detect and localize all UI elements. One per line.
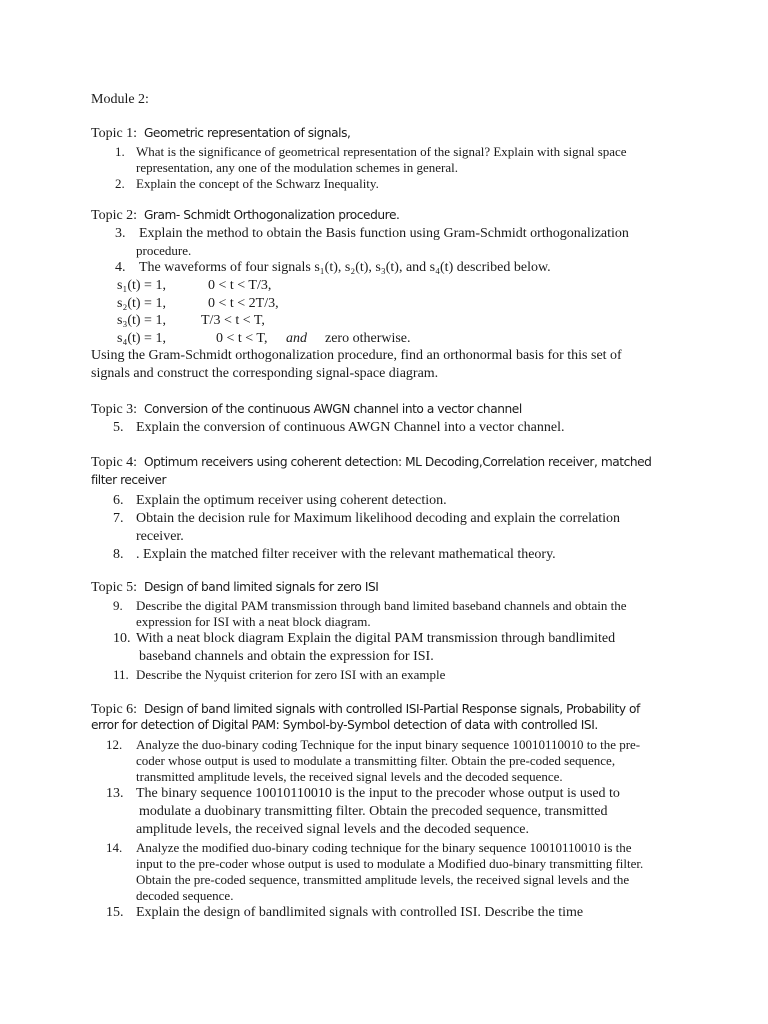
question-14-text-cont-3: decoded sequence. [136,888,234,903]
question-15-text: Explain the design of bandlimited signals with controlled ISI. Describe the time [136,905,584,920]
question-10-text-cont: baseband channels and obtain the expression for ISI. [139,649,434,664]
topic-1-title: Geometric representation of signals, [143,126,351,140]
signal-s3-interval: T/3 < t < T, [201,313,265,328]
question-6-number: 6. [113,493,124,508]
question-3-text: Explain the method to obtain the Basis function using Gram-Schmidt orthogonalization [139,226,629,241]
topic-2-title: Gram- Schmidt Orthogonalization procedure. [143,208,400,222]
topic-6-title-cont: error for detection of Digital PAM: Symbol-by-Symbol detection of data with controlled ISI. [91,718,598,732]
signal-s1-definition: s₁(t) = 1, [117,278,166,293]
question-12-number: 12. [106,737,123,752]
question-5-number: 5. [113,420,124,435]
topic-5-title: Design of band limited signals for zero ISI [143,580,379,594]
question-11-text: Describe the Nyquist criterion for zero ISI with an example [136,667,446,682]
signal-s3-definition: s₃(t) = 1, [117,313,166,328]
question-15-number: 15. [106,905,124,920]
signal-s2-interval: 0 < t < 2T/3, [208,296,279,311]
topic-1-label: Topic 1: [91,126,138,141]
question-13-text-cont-1: modulate a duobinary transmitting filter. Obtain the precoded sequence, transmitted [139,804,608,819]
question-14-text-cont-1: input to the pre-coder whose output is used to modulate a Modified duo-binary transmitting filter. [136,856,644,871]
signal-s4-otherwise: zero otherwise. [325,331,411,346]
question-4-text: The waveforms of four signals s₁(t), s₂(t), s₃(t), and s₄(t) described below. [139,260,551,275]
topic-5-heading [91,581,378,595]
question-5-text: Explain the conversion of continuous AWGN Channel into a vector channel. [136,420,565,435]
topic-3-label: Topic 3: [91,402,138,417]
topic-3-heading [91,403,522,417]
question-10-text: With a neat block diagram Explain the digital PAM transmission through bandlimited [136,631,616,646]
question-6-text: Explain the optimum receiver using coherent detection. [136,493,447,508]
question-14-number: 14. [106,840,123,855]
signal-s1-interval: 0 < t < T/3, [208,278,272,293]
signal-s2-definition: s₂(t) = 1, [117,296,166,311]
topic-2-label: Topic 2: [91,208,138,223]
question-2-text: Explain the concept of the Schwarz Inequality. [136,176,379,191]
question-3-text-cont: procedure. [136,243,192,258]
question-7-number: 7. [113,511,124,526]
question-14-text-cont-2: Obtain the pre-coded sequence, transmitted amplitude levels, the received signal levels and the [136,872,630,887]
topic-6-heading [91,703,640,717]
module-title: Module 2: [91,92,149,107]
question-8-text: . Explain the matched filter receiver with the relevant mathematical theory. [136,547,556,562]
question-7-text: Obtain the decision rule for Maximum likelihood decoding and explain the correlation [136,511,621,526]
topic-5-label: Topic 5: [91,580,138,595]
signal-s4-definition: s₄(t) = 1, [117,331,166,346]
question-9-number: 9. [113,598,123,613]
question-7-text-cont: receiver. [136,529,184,544]
question-4-number: 4. [115,260,126,275]
topic-6-title: Design of band limited signals with controlled ISI-Partial Response signals, Probability of [143,702,640,716]
question-3-number: 3. [115,226,126,241]
gram-schmidt-paragraph-cont: signals and construct the corresponding signal-space diagram. [91,366,439,381]
question-1-number: 1. [115,144,125,159]
question-1-text-cont: representation, any one of the modulation schemes in general. [136,160,459,175]
gram-schmidt-paragraph: Using the Gram-Schmidt orthogonalization procedure, find an orthonormal basis for this set of [91,348,622,363]
topic-4-label: Topic 4: [91,455,138,470]
question-13-number: 13. [106,786,124,801]
question-11-number: 11. [113,667,129,682]
question-8-number: 8. [113,547,124,562]
question-13-text: The binary sequence 10010110010 is the input to the precoder whose output is used to [136,786,620,801]
signal-s4-interval: 0 < t < T, [216,331,268,346]
topic-4-title: Optimum receivers using coherent detection: ML Decoding,Correlation receiver, matched [143,455,652,469]
question-12-text: Analyze the duo-binary coding Technique for the input binary sequence 10010110010 to the pre- [136,737,641,752]
topic-1-heading [91,127,350,141]
question-12-text-cont-1: coder whose output is used to modulate a transmitting filter. Obtain the pre-coded sequence, [136,753,616,768]
question-9-text: Describe the digital PAM transmission through band limited baseband channels and obtain the [136,598,627,613]
question-9-text-cont: expression for ISI with a neat block diagram. [136,614,371,629]
question-10-number: 10. [113,631,131,646]
question-1-text: What is the significance of geometrical representation of the signal? Explain with signal space [136,144,627,159]
signal-s4-and: and [286,331,307,346]
question-14-text: Analyze the modified duo-binary coding technique for the binary sequence 10010110010 is the [136,840,632,855]
question-13-text-cont-2: amplitude levels, the received signal levels and the decoded sequence. [136,822,530,837]
topic-6-label: Topic 6: [91,702,138,717]
question-2-number: 2. [115,176,125,191]
topic-2-heading [91,209,399,223]
question-12-text-cont-2: transmitted amplitude levels, the received signal levels and the decoded sequence. [136,769,563,784]
topic-4-title-cont: filter receiver [91,473,167,487]
topic-4-heading [91,456,651,470]
topic-3-title: Conversion of the continuous AWGN channel into a vector channel [143,402,522,416]
